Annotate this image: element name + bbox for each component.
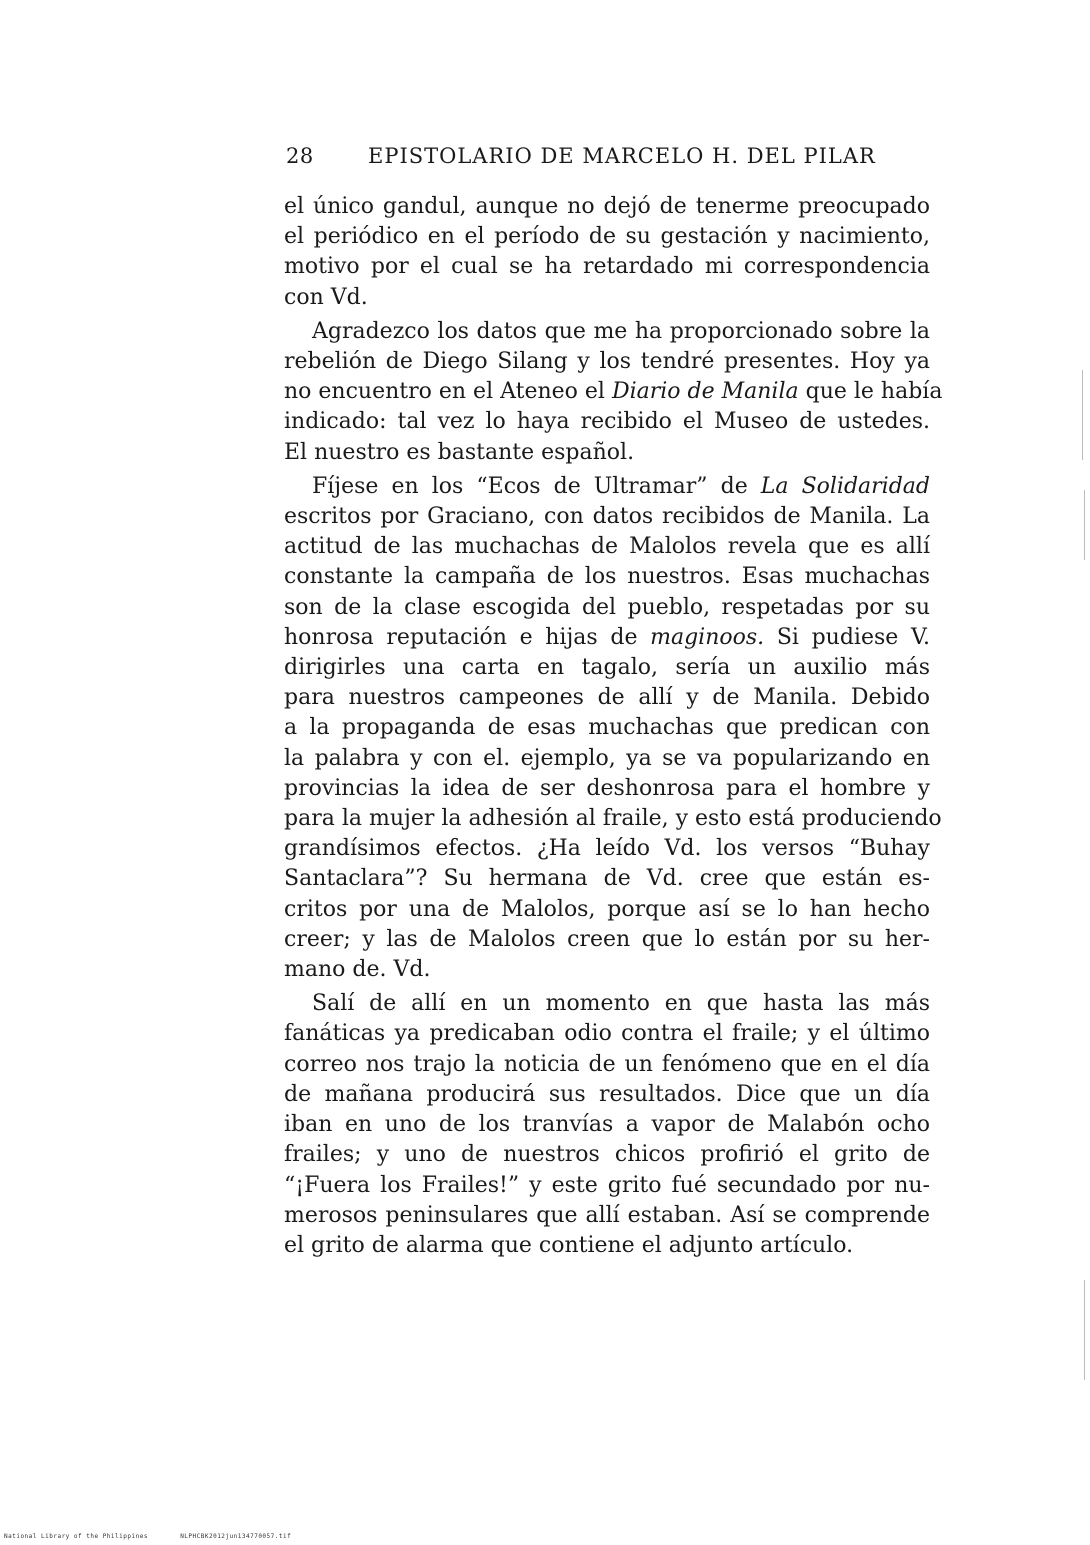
text-line: Agradezco los datos que me ha proporcionado sobre la	[312, 318, 930, 344]
text-line: correo nos trajo la noticia de un fenómeno que en el día	[284, 1051, 930, 1077]
scan-edge-mark	[1084, 1280, 1085, 1380]
paragraph	[284, 989, 930, 1261]
text-line: el grito de alarma que contiene el adjunto artículo.	[284, 1232, 854, 1258]
text-line: indicado: tal vez lo haya recibido el Museo de ustedes.	[284, 409, 930, 435]
text-line: Fíjese en los “Ecos de Ultramar” de La Solidaridad	[312, 473, 930, 499]
text-line: frailes; y uno de nuestros chicos profirió el grito de	[284, 1142, 930, 1168]
text-line: para la mujer la adhesión al fraile, y esto está produciendo	[284, 806, 942, 832]
scan-footer	[4, 1533, 291, 1540]
text-line: mano de. Vd.	[284, 957, 431, 983]
text-line: de mañana producirá sus resultados. Dice que un día	[284, 1081, 930, 1107]
text-line: para nuestros campeones de allí y de Manila. Debido	[284, 685, 930, 711]
footer-library: National Library of the Philippines	[4, 1533, 148, 1540]
letter-body	[284, 192, 943, 1265]
text-line: el periódico en el período de su gestación y nacimiento,	[284, 224, 930, 250]
page-number: 28	[286, 144, 314, 168]
text-line: el único gandul, aunque no dejó de tenerme preocupado	[284, 194, 930, 219]
text-line: la palabra y con el. ejemplo, ya se va popularizando en	[284, 745, 930, 771]
scan-edge-mark	[1084, 490, 1085, 560]
text-line: constante la campaña de los nuestros. Esas muchachas	[284, 564, 930, 590]
text-line: son de la clase escogida del pueblo, respetadas por su	[284, 594, 930, 620]
text-line: iban en uno de los tranvías a vapor de Malabón ocho	[284, 1112, 930, 1138]
footer-file-id: NLPHCBK2012jun134770057.tif	[180, 1533, 292, 1540]
text-line: merosos peninsulares que allí estaban. Así se comprende	[284, 1202, 930, 1228]
text-line: motivo por el cual se ha retardado mi correspondencia	[284, 254, 930, 280]
text-line: grandísimos efectos. ¿Ha leído Vd. los versos “Buhay	[284, 836, 930, 862]
text-line: “¡Fuera los Frailes!” y este grito fué secundado por nu-	[284, 1172, 930, 1198]
text-line: critos por una de Malolos, porque así se lo han hecho	[284, 896, 930, 922]
text-line: Santaclara”? Su hermana de Vd. cree que están es-	[284, 866, 930, 892]
text-line: El nuestro es bastante español.	[284, 439, 635, 465]
text-line: no encuentro en el Ateneo el Diario de Manila que le había	[284, 379, 943, 405]
running-header	[286, 144, 886, 174]
text-line: escritos por Graciano, con datos recibidos de Manila. La	[284, 504, 930, 530]
text-line: creer; y las de Malolos creen que lo están por su her-	[284, 926, 930, 952]
text-line: a la propaganda de esas muchachas que predican con	[284, 715, 930, 741]
paragraph	[284, 192, 930, 313]
text-line: fanáticas ya predicaban odio contra el fraile; y el último	[284, 1021, 930, 1047]
text-line: actitud de las muchachas de Malolos revela que es allí	[284, 534, 930, 560]
text-line: honrosa reputación e hijas de maginoos. Si pudiese V.	[284, 624, 930, 650]
text-line: rebelión de Diego Silang y los tendré presentes. Hoy ya	[284, 349, 930, 375]
scan-edge-mark	[1082, 370, 1083, 460]
running-title: EPISTOLARIO DE MARCELO H. DEL PILAR	[368, 144, 876, 168]
paragraph	[284, 317, 943, 468]
text-line: Salí de allí en un momento en que hasta las más	[312, 991, 930, 1017]
text-line: dirigirles una carta en tagalo, sería un auxilio más	[284, 655, 930, 681]
text-line: provincias la idea de ser deshonrosa para el hombre y	[284, 775, 930, 801]
text-line: con Vd.	[284, 284, 368, 310]
paragraph	[284, 472, 942, 985]
